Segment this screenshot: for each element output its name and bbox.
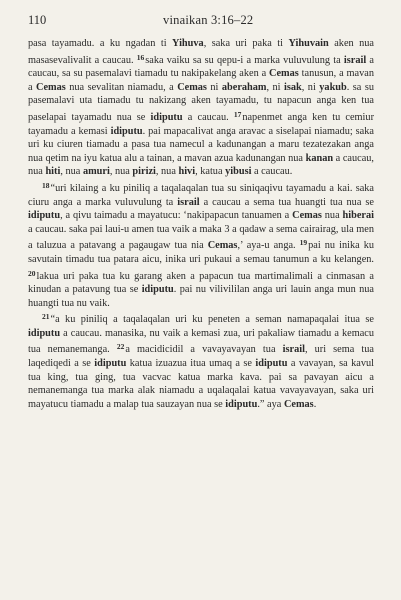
text-run: pasa tayamadu. a ku ngadan ti bbox=[28, 38, 173, 49]
paragraph-2 bbox=[28, 179, 374, 310]
scripture-text bbox=[28, 37, 374, 411]
proper-name: Yihuvain bbox=[288, 38, 329, 49]
proper-name: israil bbox=[177, 196, 200, 208]
proper-name: idiputu bbox=[225, 398, 258, 410]
text-run: . sa su pasemalavi uta tiamadu tu nakizang aken tayamadu, tu napacun anga ken tua paselapai tayamadu nua se bbox=[28, 81, 374, 123]
proper-name: idiputu bbox=[255, 358, 288, 370]
text-run: saka vaiku sa su qepu-i a marka vuluvulung ta bbox=[145, 54, 344, 66]
text-run: . pai mapacalivat anga aravac a siselapai niamadu; saka uri ku ciuren tiamadu a pasa tua namecul a kadunangan a maru tezatezakan anga nua qetim na iyu katua alu a tainan, a mavan azua kadunangan nua bbox=[28, 125, 374, 164]
proper-name: Cemas bbox=[283, 398, 314, 410]
proper-name: hivi bbox=[178, 166, 196, 178]
proper-name: idiputu bbox=[150, 111, 183, 123]
proper-name: yibusi bbox=[225, 166, 252, 178]
proper-name: yakub bbox=[319, 81, 347, 93]
proper-name: Cemas bbox=[36, 81, 66, 93]
text-run: a caucau. saka pai laui-u amen tua vaik a maka 3 a qadaw a sema cairairag, ula men a taluzua a patavang a pagaugaw tua nia bbox=[28, 223, 374, 252]
paragraph-3 bbox=[28, 310, 374, 411]
proper-name: israil bbox=[282, 344, 305, 356]
text-run: nua bbox=[321, 210, 343, 222]
text-run: “uri kilaing a ku piniliq a taqalaqalan tua su siniqaqivu tayamadu a kai. saka ciuru anga a marka vuluvulung ta bbox=[28, 182, 374, 208]
text-run: .” aya bbox=[257, 398, 284, 410]
proper-name: hiberai bbox=[342, 210, 374, 222]
text-run: a caucau. bbox=[251, 166, 293, 178]
verse-number: 20 bbox=[28, 268, 36, 278]
verse-number: 18 bbox=[42, 180, 50, 190]
text-run: , nua bbox=[60, 166, 83, 178]
proper-name: kanan bbox=[305, 152, 334, 164]
paragraph-1 bbox=[28, 37, 374, 179]
proper-name: idiputu bbox=[110, 125, 143, 137]
page-header bbox=[28, 13, 373, 31]
text-run: , saka uri paka ti bbox=[203, 38, 289, 49]
text-run: , nua bbox=[109, 166, 133, 178]
proper-name: isak bbox=[284, 81, 302, 93]
text-run: ,’ aya-u anga. bbox=[237, 240, 300, 252]
text-run: . pai nu vilivililan anga uri lauin anga mun nua huangti tua nu vaik. bbox=[28, 284, 374, 309]
text-run: a caucau, nua bbox=[28, 152, 374, 178]
proper-name: Yihuva bbox=[172, 38, 204, 49]
text-run: , nua bbox=[155, 166, 179, 178]
text-run: , uri sema tua laqediqedi a se bbox=[28, 344, 374, 370]
text-run: pai nu inika ku savutain timadu tua patara aicu, inika uri pukaui a semau tanumun a ku kelangen. bbox=[28, 240, 374, 265]
text-run: “a ku piniliq a taqalaqalan uri ku peneten a seman namapaqalai itua se bbox=[50, 314, 374, 326]
text-run: lakua uri paka tua ku garang aken a papacun tua martimalimali a cinmasan a kinudan a patavung tua se bbox=[28, 270, 374, 296]
text-run: , ni bbox=[266, 81, 285, 93]
text-run: a caucau. manasika, nu vaik a kemasi zua, uri pakaliaw tiamadu a kemacu tua nemanemanga. bbox=[28, 327, 374, 356]
text-run: a caucau. bbox=[182, 111, 234, 123]
text-run: , ni bbox=[301, 81, 320, 93]
proper-name: Cemas bbox=[269, 68, 299, 80]
verse-number: 19 bbox=[299, 238, 308, 248]
proper-name: pirizi bbox=[132, 166, 156, 178]
text-run: . bbox=[313, 398, 317, 410]
text-run: a caucau a sema tua huangti tua nua se bbox=[199, 196, 374, 208]
proper-name: idiputu bbox=[28, 210, 61, 222]
proper-name: idiputu bbox=[28, 327, 61, 339]
text-run: , a qivu taimadu a mayatucu: ‘nakipapacun tanuamen a bbox=[60, 210, 293, 222]
proper-name: amuri bbox=[82, 166, 110, 178]
proper-name: idiputu bbox=[94, 358, 127, 370]
proper-name: israil bbox=[343, 54, 367, 66]
verse-number: 22 bbox=[116, 342, 125, 352]
proper-name: idiputu bbox=[141, 284, 174, 296]
page-number: 110 bbox=[28, 13, 47, 27]
proper-name: Cemas bbox=[177, 81, 207, 93]
text-run: a caucau, sa su pasemalavi tiamadu tu nakipakelang aken a bbox=[28, 54, 374, 80]
verse-number: 17 bbox=[233, 109, 242, 119]
verse-number: 21 bbox=[42, 312, 50, 322]
text-run: nua sevalitan niamadu, a bbox=[65, 81, 178, 93]
proper-name: hiti bbox=[45, 166, 61, 178]
proper-name: Cemas bbox=[207, 240, 238, 252]
text-run: a macidicidil a vavayavayan tua bbox=[125, 344, 283, 356]
text-run: ni bbox=[206, 81, 222, 93]
text-run: katua izuazua itua umaq a se bbox=[126, 358, 256, 370]
running-head: vinaikan 3:16–22 bbox=[163, 13, 254, 27]
proper-name: Cemas bbox=[292, 210, 322, 222]
text-run: aken nua masasevalivalit a caucau. bbox=[28, 38, 375, 66]
text-run: tanusun, a mavan a bbox=[28, 68, 374, 93]
text-run: , katua bbox=[195, 166, 226, 178]
text-run: napenmet anga ken tu cemiur tayamadu a kemasi bbox=[28, 111, 374, 137]
text-run: a vavayan, sa kavul tua king, tua ging, tua vacvac katua marka kava. pai sa pavayan aicu a nemanemanga tua marka alak niamadu a uqalaqalai katua vavayavayan, saka uri mayatucu tiamadu a malap tua sauzayan nua se bbox=[28, 358, 374, 410]
verse-number: 16 bbox=[136, 52, 145, 62]
proper-name: aberaham bbox=[221, 81, 267, 93]
